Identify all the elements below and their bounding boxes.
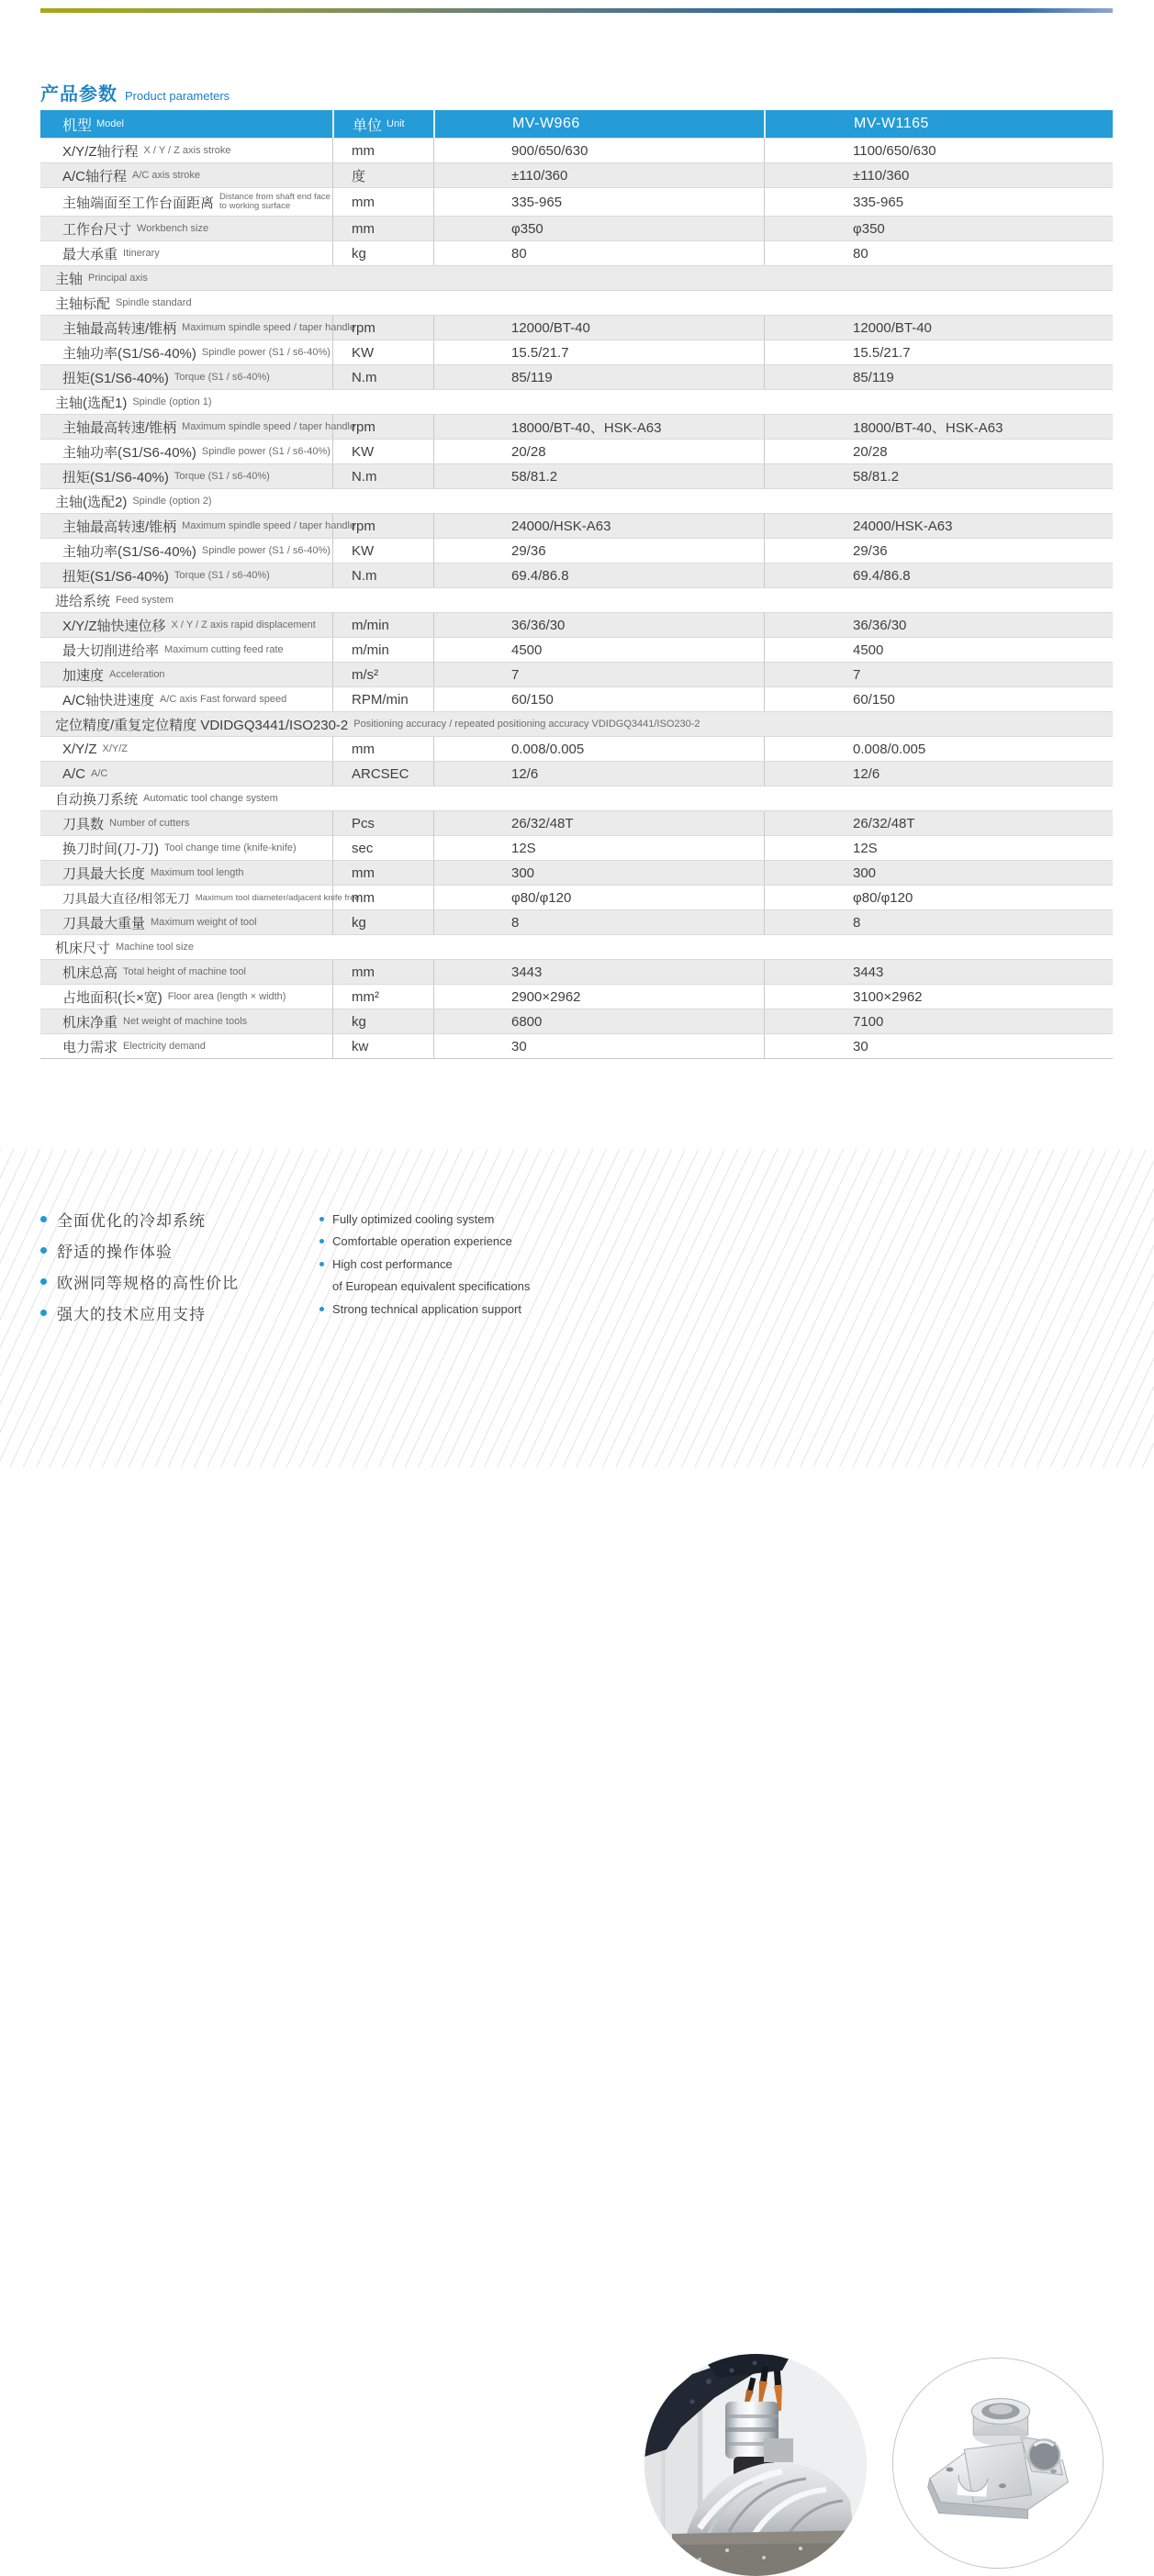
row-label-zh: 刀具最大长度 [62,865,146,882]
unit-value: m/min [352,617,389,633]
row-label-en: Spindle power (S1 / s6-40%) [201,545,331,556]
value-mv-w966: 335-965 [511,194,563,210]
row-label-en: Workbench size [137,223,209,234]
unit-value: m/s² [352,666,379,683]
cnc-machining-photo [644,2354,867,2576]
value-mv-w966: 18000/BT-40、HSK-A63 [511,419,662,436]
value-mv-w1165: 3443 [853,964,884,980]
table-row [40,860,1113,885]
row-label-en: Floor area (length × width) [167,991,286,1002]
table-row [40,959,1113,984]
row-label-zh: 主轴端面至工作台面距离 [62,195,215,211]
row-label-en: Total height of machine tool [123,966,246,977]
feature-item-en [319,1276,530,1299]
table-row [40,240,1113,265]
row-label-zh: 扭矩(S1/S6-40%) [62,568,169,585]
table-header [40,110,1113,138]
row-label-zh: 加速度 [62,667,105,684]
value-mv-w1165: 7 [853,666,861,683]
value-mv-w1165: 335-965 [853,194,904,210]
value-mv-w1165: 12000/BT-40 [853,319,932,336]
value-mv-w966: 900/650/630 [511,142,588,159]
feature-item-en [319,1208,530,1231]
value-mv-w966: 85/119 [511,369,553,385]
table-row [40,761,1113,786]
value-mv-w1165: 58/81.2 [853,468,900,485]
feature-text: Fully optimized cooling system [332,1211,495,1226]
value-mv-w1165: 18000/BT-40、HSK-A63 [853,419,1003,436]
feature-text: High cost performance [332,1256,453,1271]
unit-value: mm [352,964,375,980]
value-mv-w1165: 3100×2962 [853,988,923,1005]
row-label-zh: X/Y/Z轴行程 [62,143,139,160]
value-mv-w1165: 0.008/0.005 [853,741,926,757]
value-mv-w1165: 8 [853,914,861,931]
page-title [40,79,230,106]
section-label-zh: 主轴 [55,271,84,287]
unit-value: mm [352,194,375,210]
row-label-en: Maximum spindle speed / taper handle [182,520,356,531]
feature-item-zh [40,1266,239,1297]
row-label-en: Net weight of machine tools [123,1016,248,1027]
header-unit-en: Unit [387,118,405,129]
unit-value: KW [352,443,375,460]
value-mv-w1165: 12S [853,840,878,856]
row-label-zh: 最大切削进给率 [62,642,160,659]
row-label-en: X / Y / Z axis stroke [143,145,231,156]
cnc-machining-illustration [644,2354,867,2576]
row-label-en: Maximum weight of tool [151,917,257,928]
row-label-en: Maximum tool diameter/adjacent knife free [195,892,360,903]
section-label-zh: 主轴标配 [55,296,111,312]
row-label-zh: 刀具数 [62,816,105,832]
feature-item-zh [40,1234,239,1266]
bullet-dot-icon [40,1247,47,1254]
row-label-en: Maximum tool length [151,867,244,878]
value-mv-w1165: 85/119 [853,369,894,385]
feature-text: Comfortable operation experience [332,1234,512,1249]
row-label-zh: A/C [62,765,86,782]
table-section-row [40,488,1113,513]
table-section-row [40,711,1113,736]
row-label-zh: 主轴功率(S1/S6-40%) [62,345,196,362]
value-mv-w966: 69.4/86.8 [511,567,569,584]
feature-list-zh [40,1203,239,1328]
header-cell-model-1 [433,110,764,138]
value-mv-w1165: 60/150 [853,691,895,708]
unit-value: mm [352,889,375,906]
section-label-en: Positioning accuracy / repeated positioning accuracy VDIDGQ3441/ISO230-2 [353,719,700,730]
bullet-dot-icon [319,1307,324,1311]
page-title-en: Product parameters [125,89,230,103]
table-row [40,216,1113,240]
table-row [40,1009,1113,1033]
unit-value: kg [352,245,366,262]
header-cell-model-2 [764,110,1113,138]
row-label-zh: 主轴功率(S1/S6-40%) [62,444,196,461]
unit-value: rpm [352,319,375,336]
table-row [40,637,1113,662]
table-row [40,414,1113,439]
value-mv-w1165: 1100/650/630 [853,142,936,159]
unit-value: kg [352,1013,366,1030]
unit-value: KW [352,542,375,559]
header-model-en: Model [96,118,124,129]
row-label-zh: 刀具最大直径/相邻无刀 [62,892,190,906]
value-mv-w966: 29/36 [511,542,546,559]
row-label-en: Maximum cutting feed rate [164,644,284,655]
value-mv-w1165: 69.4/86.8 [853,567,911,584]
row-label-zh: A/C轴行程 [62,168,128,184]
model-name-2: MV-W1165 [854,116,929,131]
value-mv-w966: 20/28 [511,443,546,460]
features-section [0,1149,1154,1467]
value-mv-w966: 2900×2962 [511,988,581,1005]
table-row [40,810,1113,835]
unit-value: RPM/min [352,691,409,708]
value-mv-w1165: 12/6 [853,765,880,782]
value-mv-w966: 26/32/48T [511,815,574,831]
value-mv-w1165: 24000/HSK-A63 [853,518,953,534]
value-mv-w1165: 36/36/30 [853,617,907,633]
feature-text: 强大的技术应用支持 [57,1305,206,1323]
table-row [40,463,1113,488]
unit-value: kw [352,1038,369,1054]
value-mv-w966: 12/6 [511,765,539,782]
bullet-dot-icon [40,1216,47,1222]
table-row [40,364,1113,389]
machined-part-illustration [893,2359,1103,2568]
unit-value: mm [352,864,375,881]
value-mv-w1165: 4500 [853,641,884,658]
unit-value: mm [352,142,375,159]
table-row [40,1033,1113,1058]
table-row [40,563,1113,587]
row-label-en: Torque (S1 / s6-40%) [174,570,270,581]
value-mv-w966: 8 [511,914,520,931]
table-section-row [40,786,1113,810]
section-label-zh: 定位精度/重复定位精度 VDIDGQ3441/ISO230-2 [55,717,349,733]
value-mv-w966: 3443 [511,964,543,980]
table-row [40,736,1113,761]
top-gradient-bar [40,8,1113,13]
value-mv-w966: 12000/BT-40 [511,319,590,336]
feature-item-en [319,1231,530,1254]
value-mv-w966: 4500 [511,641,543,658]
unit-value: rpm [352,418,375,435]
table-row [40,612,1113,637]
value-mv-w966: 60/150 [511,691,554,708]
value-mv-w966: 36/36/30 [511,617,566,633]
row-label-en: Number of cutters [109,818,190,829]
value-mv-w1165: ±110/360 [853,167,910,184]
value-mv-w1165: 26/32/48T [853,815,915,831]
table-row [40,686,1113,711]
machined-part-photo [892,2358,1104,2569]
table-row [40,662,1113,686]
value-mv-w966: 15.5/21.7 [511,344,569,361]
value-mv-w1165: 20/28 [853,443,888,460]
row-label-zh: 机床总高 [62,965,118,981]
row-label-en: Spindle power (S1 / s6-40%) [201,446,331,457]
table-section-row [40,934,1113,959]
row-label-zh: 扭矩(S1/S6-40%) [62,469,169,485]
table-section-row [40,290,1113,315]
row-label-zh: 机床净重 [62,1014,118,1031]
row-label-en: X/Y/Z [102,743,129,754]
unit-value: N.m [352,369,377,385]
feature-list-en [319,1208,530,1321]
table-row [40,138,1113,162]
row-label-zh: X/Y/Z轴快速位移 [62,618,166,634]
unit-value: N.m [352,468,377,485]
row-label-zh: 扭矩(S1/S6-40%) [62,370,169,386]
row-label-en: Torque (S1 / s6-40%) [174,372,270,383]
table-row [40,187,1113,216]
value-mv-w966: 12S [511,840,536,856]
table-row [40,513,1113,538]
row-label-en: Spindle power (S1 / s6-40%) [201,347,331,358]
value-mv-w966: 58/81.2 [511,468,558,485]
row-label-zh: 最大承重 [62,246,118,262]
header-cell-model [40,110,332,138]
value-mv-w966: 7 [511,666,520,683]
header-unit-zh: 单位 [353,117,383,134]
table-row [40,835,1113,860]
row-label-zh: 主轴最高转速/锥柄 [62,419,177,436]
table-row [40,909,1113,934]
row-label-en: Maximum spindle speed / taper handle [182,421,356,432]
row-label-en: Acceleration [109,669,165,680]
row-label-zh: 主轴最高转速/锥柄 [62,519,177,535]
section-label-zh: 主轴(选配2) [55,494,128,510]
value-mv-w1165: 7100 [853,1013,884,1030]
row-label-en: Electricity demand [123,1041,206,1052]
table-row [40,315,1113,340]
value-mv-w1165: φ80/φ120 [853,889,913,906]
section-label-zh: 自动换刀系统 [55,791,139,808]
model-name-1: MV-W966 [512,116,580,131]
value-mv-w966: 80 [511,245,527,262]
unit-value: mm² [352,988,379,1005]
section-label-en: Machine tool size [116,942,195,953]
table-row [40,984,1113,1009]
table-row [40,340,1113,364]
table-row [40,538,1113,563]
section-label-zh: 主轴(选配1) [55,395,128,411]
bullet-dot-icon [319,1239,324,1243]
feature-text: of European equivalent specifications [332,1279,531,1294]
section-label-zh: 机床尺寸 [55,940,111,956]
feature-text: 舒适的操作体验 [57,1243,173,1261]
row-label-en: Distance from shaft end face to working surface [219,191,331,211]
value-mv-w966: ±110/360 [511,167,568,184]
value-mv-w1165: 80 [853,245,868,262]
table-row [40,885,1113,909]
row-label-zh: A/C轴快进速度 [62,692,155,708]
table-section-row [40,389,1113,414]
row-label-en: Torque (S1 / s6-40%) [174,471,270,482]
unit-value: 度 [352,168,366,184]
section-label-en: Feed system [116,595,174,606]
section-label-en: Spindle standard [116,297,192,308]
header-cell-unit [332,110,433,138]
feature-text: 欧洲同等规格的高性价比 [57,1274,239,1292]
feature-item-en [319,1253,530,1276]
row-label-zh: 工作台尺寸 [62,221,132,238]
value-mv-w966: 0.008/0.005 [511,741,585,757]
row-label-en: A/C axis Fast forward speed [160,694,287,705]
unit-value: KW [352,344,375,361]
table-row [40,162,1113,187]
feature-text: 全面优化的冷却系统 [57,1211,206,1230]
row-label-zh: 刀具最大重量 [62,915,146,931]
value-mv-w966: φ350 [511,220,543,237]
value-mv-w966: 24000/HSK-A63 [511,518,611,534]
section-label-en: Principal axis [88,273,148,284]
page-title-zh: 产品参数 [40,84,118,105]
value-mv-w1165: 15.5/21.7 [853,344,911,361]
unit-value: Pcs [352,815,375,831]
row-label-zh: 占地面积(长×宽) [62,989,162,1006]
row-label-zh: X/Y/Z [62,741,97,757]
feature-item-zh [40,1297,239,1328]
feature-item-en [319,1298,530,1321]
feature-text: Strong technical application support [332,1301,521,1316]
value-mv-w1165: 30 [853,1038,868,1054]
unit-value: m/min [352,641,389,658]
row-label-en: Maximum spindle speed / taper handle [182,322,356,333]
bullet-dot-icon [40,1278,47,1285]
value-mv-w966: φ80/φ120 [511,889,572,906]
feature-item-zh [40,1203,239,1234]
section-label-en: Automatic tool change system [143,793,278,804]
unit-value: mm [352,220,375,237]
row-label-zh: 主轴最高转速/锥柄 [62,320,177,337]
header-model-zh: 机型 [62,117,93,134]
row-label-en: A/C axis stroke [132,170,200,181]
section-label-en: Spindle (option 1) [132,396,212,407]
value-mv-w966: 30 [511,1038,527,1054]
row-label-en: A/C [91,768,108,779]
table-row [40,439,1113,463]
bullet-dot-icon [319,1262,324,1266]
table-section-row [40,587,1113,612]
row-label-zh: 电力需求 [62,1039,118,1055]
row-label-zh: 换刀时间(刀-刀) [62,841,159,857]
value-mv-w1165: 300 [853,864,877,881]
row-label-en: Itinerary [123,248,160,259]
row-label-zh: 主轴功率(S1/S6-40%) [62,543,196,560]
value-mv-w966: 300 [511,864,535,881]
row-label-en: X / Y / Z axis rapid displacement [171,619,316,630]
section-label-zh: 进给系统 [55,593,111,609]
value-mv-w966: 6800 [511,1013,543,1030]
section-label-en: Spindle (option 2) [132,496,212,507]
bullet-dot-icon [319,1217,324,1221]
unit-value: N.m [352,567,377,584]
value-mv-w1165: φ350 [853,220,885,237]
row-label-en: Tool change time (knife-knife) [164,842,297,853]
value-mv-w1165: 29/36 [853,542,888,559]
unit-value: sec [352,840,374,856]
unit-value: kg [352,914,366,931]
unit-value: mm [352,741,375,757]
unit-value: ARCSEC [352,765,409,782]
bullet-dot-icon [40,1310,47,1316]
spec-table [40,110,1113,1059]
unit-value: rpm [352,518,375,534]
table-section-row [40,265,1113,290]
table-body [40,138,1113,1058]
